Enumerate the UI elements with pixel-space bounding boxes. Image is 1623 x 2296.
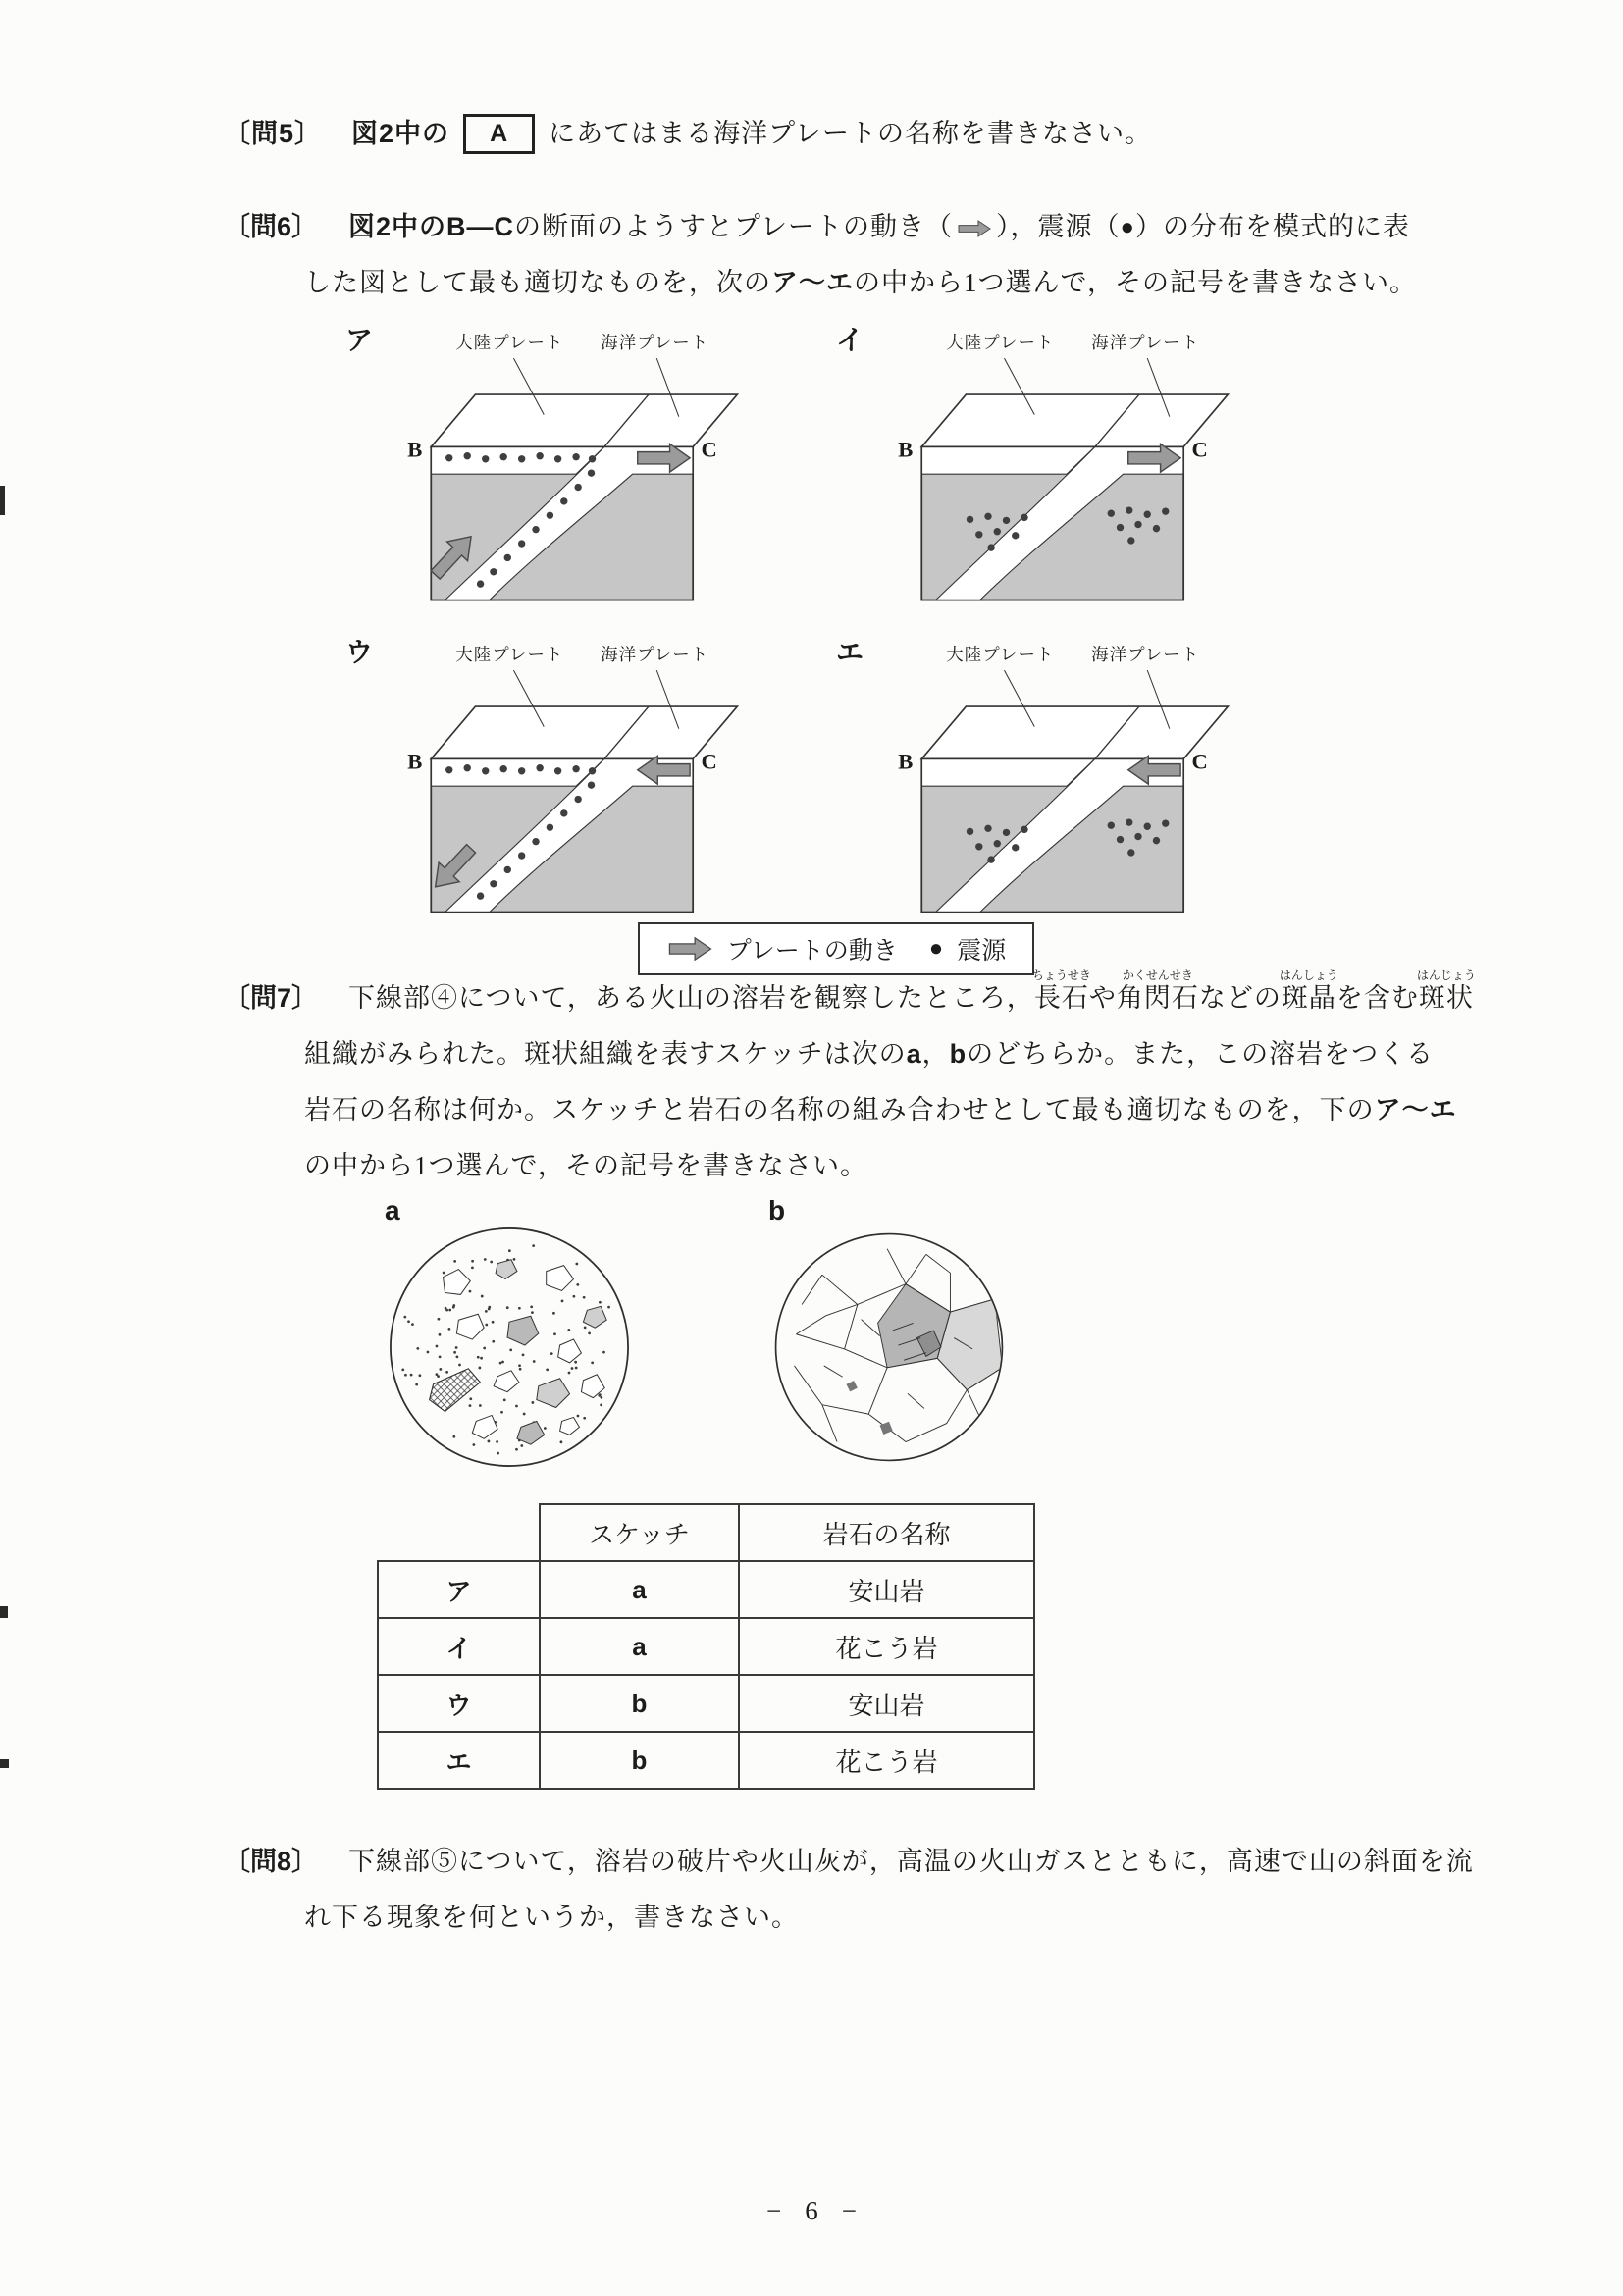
sketch-a-label: a [385, 1195, 400, 1226]
table-cell-rock-name: 花こう岩 [739, 1732, 1034, 1789]
q5-answer-box: A [463, 114, 535, 154]
q6-fig-ref: 図2中の [348, 212, 447, 241]
q6-choices-ref: ア～エ [771, 268, 854, 297]
furigana: はんじょう [1416, 968, 1476, 982]
oceanic-plate-label: 海洋プレート [601, 644, 709, 664]
scan-artifact [0, 486, 5, 515]
rock-table [377, 1503, 1035, 1790]
plate-cross-section-diagram-a [391, 316, 754, 618]
q5-tail-text: にあてはまる海洋プレートの名称を書きなさい。 [549, 119, 1153, 148]
q6-legend [638, 922, 1034, 975]
page-number-value: 6 [805, 2196, 818, 2225]
table-row [378, 1675, 1034, 1732]
section-point-c-label: C [701, 749, 717, 774]
q6-label: 〔問6〕 [224, 212, 319, 241]
page-number-dash: − [841, 2196, 857, 2225]
section-point-c-label: C [1191, 749, 1208, 774]
table-cell-sketch: a [540, 1561, 739, 1618]
q6-text: ），震源（ [995, 212, 1121, 241]
scan-artifact [0, 1759, 9, 1768]
q7-line2 [304, 1041, 1434, 1068]
legend-arrow-label: プレートの動き [726, 938, 898, 965]
hypocenter-dot-icon: ● [1120, 215, 1135, 240]
q7-text: 組織がみられた。斑状組織を表すスケッチは次の [304, 1039, 907, 1069]
table-cell-option: ウ [378, 1675, 540, 1732]
q5-label: 〔問5〕 [224, 119, 323, 148]
q6-line2 [304, 270, 1417, 296]
table-cell-sketch: a [540, 1618, 739, 1675]
q7-text: の中から1つ選んで，その記号を書きなさい。 [304, 1151, 867, 1180]
section-point-b-label: B [898, 437, 914, 462]
q7-text: 下線部④について，ある火山の溶岩を観察したところ， [348, 983, 1034, 1013]
furigana: かくせんせき [1122, 968, 1193, 982]
section-point-c-label: C [701, 437, 717, 462]
plate-motion-arrow-icon [956, 219, 993, 238]
oceanic-plate-label: 海洋プレート [1091, 644, 1200, 664]
scan-artifact [0, 1606, 8, 1618]
q7-text: のどちらか。また，この溶岩をつくる [967, 1039, 1435, 1069]
q7-text: を含む [1335, 983, 1419, 1013]
plate-cross-section-diagram-u [391, 628, 754, 930]
q6-text: の断面のようすとプレートの動き（ [514, 212, 953, 241]
q7-text: などの [1198, 983, 1282, 1013]
q7-choices-ref: ア～エ [1374, 1095, 1457, 1124]
legend-arrow-icon [666, 936, 713, 962]
q8-line1: 下線部⑤について，溶岩の破片や火山灰が，高温の火山ガスとともに，高速で山の斜面を流 [348, 1847, 1474, 1876]
question-5 [224, 114, 1152, 154]
ruby-term [1116, 968, 1199, 1013]
sketch-b-label: b [768, 1195, 786, 1226]
q6-text: の中から1つ選んで，その記号を書きなさい。 [854, 268, 1417, 297]
q6-text: した図として最も適切なものを，次の [304, 268, 771, 297]
table-cell-sketch: b [540, 1732, 739, 1789]
q7-text: ， [921, 1039, 950, 1069]
page-number [0, 2198, 1623, 2224]
continental-plate-label: 大陸プレート [946, 644, 1055, 664]
diagram-key-label: エ [836, 637, 864, 667]
q5-lead-text: 図2中の [351, 119, 450, 148]
page-number-dash: − [766, 2196, 782, 2225]
q6-bc-ref: B―C [446, 212, 515, 241]
q7-text: や [1088, 983, 1117, 1013]
term: 長石 [1033, 983, 1089, 1013]
q7-line3 [304, 1097, 1457, 1123]
section-point-b-label: B [407, 749, 423, 774]
term: 斑状 [1418, 983, 1474, 1013]
q8-line2: れ下る現象を何というか，書きなさい。 [304, 1903, 799, 1932]
plate-cross-section-diagram-i [881, 316, 1244, 618]
section-point-b-label: B [407, 437, 423, 462]
ruby-term [1279, 968, 1338, 1013]
table-header-sketch: スケッチ [540, 1504, 739, 1561]
diagram-key-label: ウ [345, 637, 374, 667]
table-corner-blank [378, 1504, 540, 1561]
q7-text: 岩石の名称は何か。スケッチと岩石の名称の組み合わせとして最も適切なものを，下の [304, 1095, 1375, 1124]
section-point-b-label: B [898, 749, 914, 774]
table-cell-rock-name: 花こう岩 [739, 1618, 1034, 1675]
q6-text: ）の分布を模式的に表 [1134, 212, 1410, 241]
term: 角閃石 [1116, 983, 1199, 1013]
section-point-c-label: C [1191, 437, 1208, 462]
table-cell-option: ア [378, 1561, 540, 1618]
continental-plate-label: 大陸プレート [455, 332, 564, 352]
table-cell-option: エ [378, 1732, 540, 1789]
furigana: ちょうせき [1031, 968, 1091, 982]
q7-sketch-b-ref: b [949, 1039, 968, 1069]
q7-line4 [304, 1153, 867, 1179]
term: 斑晶 [1281, 983, 1336, 1013]
q7-label: 〔問7〕 [224, 983, 319, 1013]
table-header-rock-name: 岩石の名称 [739, 1504, 1034, 1561]
table-row [378, 1561, 1034, 1618]
legend-dot-icon: ● [928, 935, 944, 962]
table-cell-sketch: b [540, 1675, 739, 1732]
diagram-key-label: イ [836, 325, 864, 355]
legend-dot-label: 震源 [957, 938, 1007, 965]
table-row [378, 1618, 1034, 1675]
q6-line1 [348, 214, 1410, 240]
q7-sketch-a-ref: a [906, 1039, 922, 1069]
continental-plate-label: 大陸プレート [455, 644, 564, 664]
table-cell-option: イ [378, 1618, 540, 1675]
rock-sketch-holocrystalline [768, 1226, 1010, 1468]
ruby-term [1031, 968, 1091, 1013]
oceanic-plate-label: 海洋プレート [601, 332, 709, 352]
ruby-term [1416, 968, 1476, 1013]
furigana: はんしょう [1279, 968, 1338, 982]
q7-line1 [348, 968, 1476, 1013]
diagram-key-label: ア [345, 325, 374, 355]
q8-label: 〔問8〕 [224, 1847, 319, 1876]
table-cell-rock-name: 安山岩 [739, 1675, 1034, 1732]
oceanic-plate-label: 海洋プレート [1091, 332, 1200, 352]
table-cell-rock-name: 安山岩 [739, 1561, 1034, 1618]
table-row [378, 1732, 1034, 1789]
continental-plate-label: 大陸プレート [946, 332, 1055, 352]
rock-sketch-porphyritic [383, 1221, 636, 1474]
plate-cross-section-diagram-e [881, 628, 1244, 930]
